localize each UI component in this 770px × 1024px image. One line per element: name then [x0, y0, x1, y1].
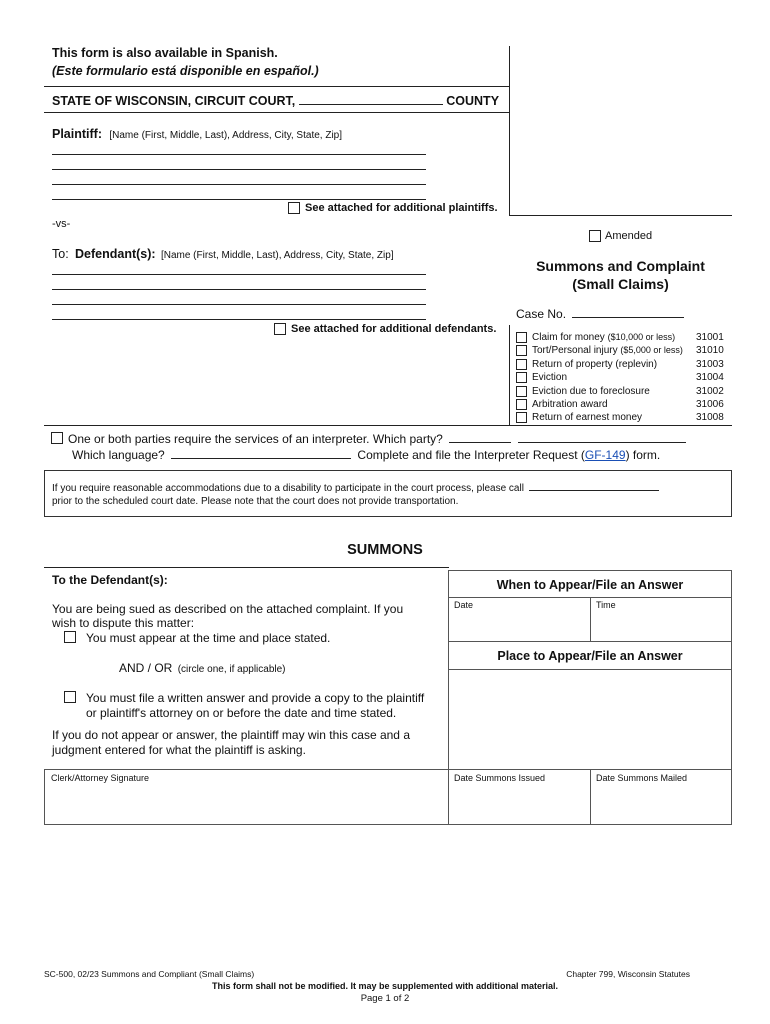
and-or-row [119, 661, 286, 675]
plaintiff-line-3[interactable] [52, 184, 426, 185]
interpreter-question: One or both parties require the services of an interpreter. Which party? [68, 432, 443, 446]
interpreter-line-2 [72, 448, 660, 462]
appear-option: You must appear at the time and place stated. [86, 631, 331, 645]
amended-checkbox[interactable] [589, 230, 601, 242]
claim-tort-checkbox[interactable] [516, 345, 527, 356]
date-issued-field[interactable] [449, 785, 589, 823]
court-line [52, 93, 499, 108]
caption-right-rule [509, 215, 732, 216]
claim-type-label: Claim for money ($10,000 or less) [532, 332, 676, 343]
date-mailed-label: Date Summons Mailed [596, 773, 688, 783]
caption-vertical-divider [509, 46, 510, 216]
circle-note: (circle one, if applicable) [177, 664, 286, 675]
signature-top-rule [44, 769, 732, 770]
additional-defendants-checkbox[interactable] [274, 323, 286, 335]
case-number-field[interactable] [572, 307, 684, 318]
claim-money-checkbox[interactable] [516, 332, 527, 343]
form-subtitle: (Small Claims) [572, 276, 669, 292]
additional-plaintiffs-label: See attached for additional plaintiffs. [305, 202, 498, 214]
date-field[interactable] [449, 612, 589, 640]
place-field[interactable] [449, 670, 731, 768]
claim-type-code: 31002 [696, 385, 724, 397]
time-label: Time [596, 600, 616, 610]
language-label: Which language? [72, 448, 165, 462]
accommodation-phone-field[interactable] [529, 481, 659, 491]
spanish-notice: This form is also available in Spanish. [52, 46, 278, 60]
case-number-row [516, 307, 684, 321]
plaintiff-label: Plaintiff: [52, 127, 102, 141]
defendant-line-1[interactable] [52, 274, 426, 275]
court-suffix: COUNTY [446, 94, 500, 108]
appear-checkbox[interactable] [64, 631, 76, 643]
signature-label: Clerk/Attorney Signature [51, 773, 150, 783]
amended-label: Amended [605, 230, 653, 242]
page-number: Page 1 of 2 [360, 993, 410, 1004]
claim-arbitration-checkbox[interactable] [516, 399, 527, 410]
defendant-heading [52, 247, 394, 261]
claim-type-label: Arbitration award [532, 398, 608, 410]
claim-type-code: 31010 [696, 345, 724, 357]
claim-replevin-checkbox[interactable] [516, 359, 527, 370]
claim-type-code: 31004 [696, 372, 724, 384]
warning-1: If you do not appear or answer, the plaintiff may win this case and a [52, 728, 410, 742]
additional-plaintiffs-checkbox[interactable] [288, 202, 300, 214]
defendant-line-3[interactable] [52, 304, 426, 305]
interpreter-line-1 [68, 432, 686, 446]
accommodation-line-1 [52, 481, 659, 494]
interpreter-form-suffix: ) form. [625, 448, 661, 462]
claim-earnest-money-checkbox[interactable] [516, 412, 527, 423]
to-defendants-label: To the Defendant(s): [52, 573, 168, 587]
claim-eviction-checkbox[interactable] [516, 372, 527, 383]
place-header: Place to Appear/File an Answer [497, 649, 683, 663]
answer-option-1: You must file a written answer and provide a copy to the plaintiff [86, 691, 425, 705]
place-top-rule [448, 641, 732, 642]
form-id: SC-500, 02/23 Summons and Compliant (Small Claims) [44, 969, 255, 979]
plaintiff-hint: [Name (First, Middle, Last), Address, City, State, Zip] [109, 130, 343, 141]
additional-defendants-label: See attached for additional defendants. [291, 323, 497, 335]
interpreter-party-field-2[interactable] [518, 432, 686, 443]
summons-top-rule [44, 567, 449, 568]
interpreter-party-field[interactable] [449, 432, 511, 443]
plaintiff-heading [52, 127, 342, 141]
sued-notice [52, 602, 403, 630]
claim-type-code: 31003 [696, 358, 724, 370]
plaintiff-line-1[interactable] [52, 154, 426, 155]
claim-foreclosure-checkbox[interactable] [516, 386, 527, 397]
sued-text-2: wish to dispute this matter: [52, 616, 195, 630]
claim-type-code: 31006 [696, 398, 724, 410]
signature-bottom-rule [44, 824, 448, 825]
county-field[interactable] [299, 93, 443, 105]
caption-bottom-rule [44, 425, 732, 426]
defendant-line-2[interactable] [52, 289, 426, 290]
plaintiff-line-4[interactable] [52, 199, 426, 200]
date-issued-label: Date Summons Issued [454, 773, 546, 783]
date-mailed-field[interactable] [591, 785, 731, 823]
when-header: When to Appear/File an Answer [496, 578, 684, 592]
defendant-line-4[interactable] [52, 319, 426, 320]
accommodation-line-2: prior to the scheduled court date. Please note that the court does not provide transportation. [52, 496, 459, 507]
interpreter-checkbox[interactable] [51, 432, 63, 444]
court-divider [44, 112, 509, 113]
claims-divider [509, 325, 510, 425]
summons-title: SUMMONS [347, 542, 423, 558]
date-label: Date [454, 600, 474, 610]
claim-type-label: Eviction [532, 372, 568, 384]
spanish-notice-es: (Este formulario está disponible en español.) [52, 64, 319, 78]
warning-2: judgment entered for what the plaintiff is asking. [52, 743, 306, 757]
accommodation-text: If you require reasonable accommodations due to a disability to participate in the court process, please call [52, 483, 524, 494]
signature-field[interactable] [45, 785, 447, 823]
claim-type-label: Return of earnest money [532, 412, 643, 424]
statute-reference: Chapter 799, Wisconsin Statutes [566, 969, 690, 979]
answer-checkbox[interactable] [64, 691, 76, 703]
answer-option-2: or plaintiff's attorney on or before the date and time stated. [86, 706, 397, 720]
interpreter-instruction: Complete and file the Interpreter Request ( [357, 448, 585, 462]
defendant-label: Defendant(s): [75, 247, 156, 261]
gf-149-link[interactable]: GF-149 [584, 448, 626, 462]
claim-type-label: Tort/Personal injury ($5,000 or less) [532, 345, 683, 357]
to-label: To: [52, 247, 69, 261]
case-number-label: Case No. [516, 307, 567, 321]
header-divider [44, 86, 509, 87]
defendant-hint: [Name (First, Middle, Last), Address, City, State, Zip] [160, 250, 394, 261]
default-warning [52, 728, 410, 758]
claim-type-label: Eviction due to foreclosure [532, 385, 650, 397]
form-title: Summons and Complaint [536, 258, 705, 274]
court-prefix: STATE OF WISCONSIN, CIRCUIT COURT, [52, 94, 296, 108]
time-field[interactable] [591, 612, 731, 640]
claim-type-code: 31001 [696, 332, 724, 343]
and-or-label: AND / OR [119, 661, 173, 675]
versus-label: -vs- [52, 218, 71, 230]
plaintiff-line-2[interactable] [52, 169, 426, 170]
modification-notice: This form shall not be modified. It may be supplemented with additional material. [211, 981, 559, 991]
claim-type-code: 31008 [696, 412, 724, 424]
answer-option [86, 691, 424, 721]
sued-text-1: You are being sued as described on the attached complaint. If you [52, 602, 404, 616]
language-field[interactable] [171, 448, 351, 459]
claim-type-label: Return of property (replevin) [532, 358, 658, 370]
